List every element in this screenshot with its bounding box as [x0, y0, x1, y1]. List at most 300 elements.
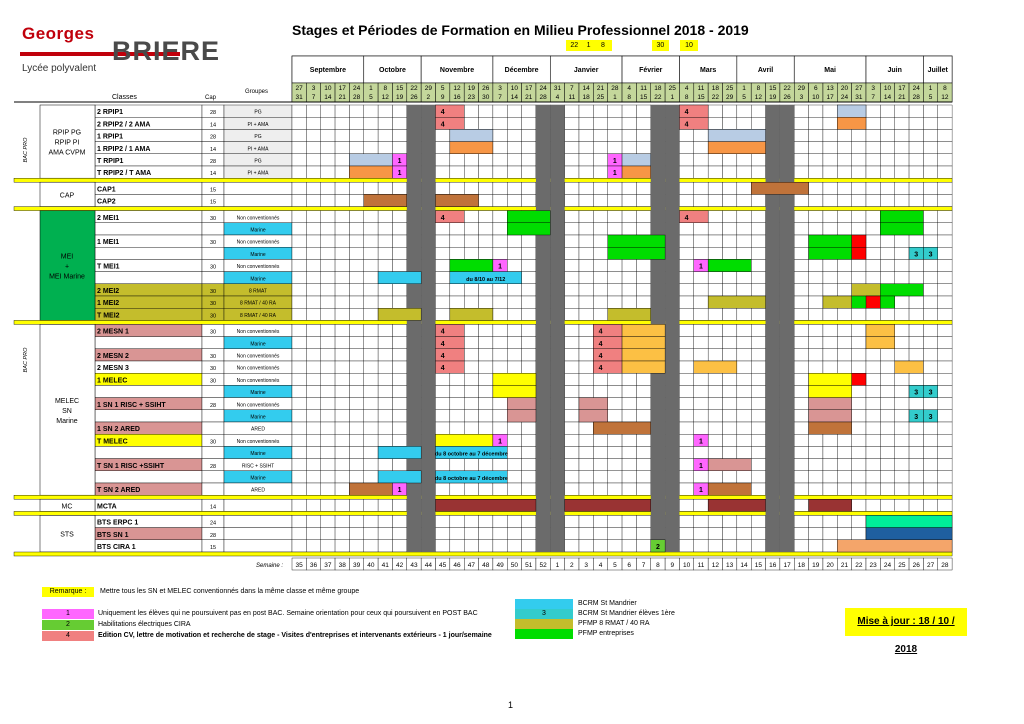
header-groupes: Groupes [245, 89, 269, 95]
bar-label: 1 [397, 487, 402, 495]
grid-cell [378, 223, 392, 235]
grid-cell [723, 235, 737, 247]
grid-cell [880, 247, 894, 259]
grid-cell [450, 223, 464, 235]
grid-cell [708, 211, 722, 223]
day-top: 17 [525, 85, 533, 92]
grid-cell [593, 459, 607, 471]
grid-cell [292, 446, 306, 458]
grid-cell [737, 105, 751, 117]
grid-cell [737, 284, 751, 296]
grid-cell [593, 154, 607, 166]
grid-cell [751, 272, 765, 284]
grid-cell [679, 154, 693, 166]
grid-cell [321, 117, 335, 129]
grid-cell [321, 223, 335, 235]
group-label: 8 RMAT / 40 RA [240, 312, 276, 319]
week-number: 19 [812, 562, 820, 569]
day-top: 22 [783, 85, 791, 92]
grid-cell [493, 142, 507, 154]
header-classes: Classes [112, 94, 137, 101]
day-top: 15 [769, 85, 777, 92]
grid-cell [522, 272, 536, 284]
grid-cell [292, 284, 306, 296]
group-label: 8 RMAT [249, 288, 267, 295]
grid-cell [378, 247, 392, 259]
day-bottom: 15 [697, 94, 705, 101]
grid-cell [479, 398, 493, 410]
grid-cell [507, 540, 521, 552]
grid-cell [493, 398, 507, 410]
cap-cell [202, 385, 224, 397]
grid-cell [436, 235, 450, 247]
grid-cell [895, 105, 909, 117]
grid-cell [622, 129, 636, 141]
grid-cell [321, 515, 335, 527]
grid-cell [436, 422, 450, 434]
grid-cell [694, 142, 708, 154]
grid-cell [306, 446, 320, 458]
grid-cell [349, 434, 363, 446]
grid-cell [694, 247, 708, 259]
grid-cell [895, 471, 909, 483]
grid-cell [593, 117, 607, 129]
schedule-bar [852, 373, 866, 385]
grid-cell [794, 211, 808, 223]
grid-cell [923, 194, 937, 206]
grid-cell [608, 211, 622, 223]
grid-cell [378, 117, 392, 129]
grid-cell [507, 446, 521, 458]
top-number: 10 [680, 40, 697, 51]
grid-cell [923, 308, 937, 320]
grid-cell [321, 422, 335, 434]
class-label: MCTA [97, 503, 117, 511]
week-number: 25 [898, 562, 906, 569]
grid-cell [579, 540, 593, 552]
grid-cell [335, 259, 349, 271]
grid-cell [321, 385, 335, 397]
cap-value: 28 [209, 134, 217, 141]
grid-cell [880, 385, 894, 397]
grid-cell [479, 373, 493, 385]
week-number: 21 [840, 562, 849, 569]
grid-cell [565, 515, 579, 527]
grid-cell [794, 105, 808, 117]
cap-cell [202, 337, 224, 349]
schedule-bar [809, 499, 852, 511]
grid-cell [938, 272, 952, 284]
grid-cell [493, 284, 507, 296]
grid-cell [392, 515, 406, 527]
grid-cell [737, 349, 751, 361]
grid-cell [737, 337, 751, 349]
class-label: 1 MELEC [97, 377, 128, 385]
grid-cell [923, 235, 937, 247]
grid-cell [565, 528, 579, 540]
grid-cell [464, 349, 478, 361]
grid-cell [823, 259, 837, 271]
grid-cell [436, 459, 450, 471]
class-cell [95, 337, 202, 349]
grid-cell [636, 434, 650, 446]
grid-cell [622, 483, 636, 495]
schedule-bar [809, 373, 852, 385]
grid-cell [794, 398, 808, 410]
grid-cell [579, 349, 593, 361]
grid-cell [306, 349, 320, 361]
page-number: 1 [508, 700, 514, 710]
grid-cell [392, 324, 406, 336]
grid-cell [349, 129, 363, 141]
day-top: 17 [898, 85, 906, 92]
grid-cell [321, 154, 335, 166]
grid-cell [335, 410, 349, 422]
schedule-bar [493, 385, 536, 397]
grid-cell [364, 105, 378, 117]
legend-swatch: 3 [515, 609, 573, 619]
grid-cell [292, 540, 306, 552]
grid-cell [923, 259, 937, 271]
grid-cell [565, 272, 579, 284]
month-label: Décembre [504, 67, 539, 74]
grid-cell [622, 194, 636, 206]
grid-cell [392, 142, 406, 154]
grid-cell [837, 142, 851, 154]
grid-cell [866, 434, 880, 446]
grid-cell [751, 459, 765, 471]
section-separator [14, 552, 952, 556]
schedule-bar [708, 142, 765, 154]
grid-cell [880, 105, 894, 117]
grid-cell [306, 182, 320, 194]
grid-cell [608, 446, 622, 458]
week-number: 45 [439, 562, 447, 569]
schedule-bar [823, 296, 852, 308]
grid-cell [923, 349, 937, 361]
grid-cell [321, 398, 335, 410]
grid-cell [880, 459, 894, 471]
grid-cell [895, 459, 909, 471]
grid-cell [852, 223, 866, 235]
day-top: 13 [826, 85, 834, 92]
bar-label: 1 [699, 487, 703, 495]
grid-cell [579, 284, 593, 296]
section-side-label: Marine [56, 417, 78, 425]
class-label: T SN 1 RISC +SSIHT [97, 462, 165, 470]
month-label: Juin [887, 67, 902, 74]
cap-value: 30 [209, 313, 217, 320]
grid-cell [349, 259, 363, 271]
grid-cell [895, 272, 909, 284]
bar-label: 4 [440, 328, 445, 336]
grid-cell [392, 373, 406, 385]
grid-cell [579, 373, 593, 385]
grid-cell [938, 349, 952, 361]
grid-cell [809, 284, 823, 296]
grid-cell [823, 284, 837, 296]
grid-cell [909, 105, 923, 117]
grid-cell [895, 182, 909, 194]
schedule-bar [507, 211, 550, 223]
day-top: 25 [726, 85, 734, 92]
grid-cell [464, 515, 478, 527]
grid-cell [593, 296, 607, 308]
grid-cell [392, 337, 406, 349]
grid-cell [507, 515, 521, 527]
grid-cell [335, 142, 349, 154]
grid-cell [507, 349, 521, 361]
grid-cell [349, 515, 363, 527]
grid-cell [866, 211, 880, 223]
grid-cell [837, 349, 851, 361]
bar-label: 4 [440, 365, 445, 373]
schedule-bar [622, 324, 665, 336]
week-number: 17 [783, 562, 791, 569]
grid-cell [364, 422, 378, 434]
grid-cell [895, 410, 909, 422]
group-label: Non conventionnés [236, 402, 280, 409]
grid-cell [436, 540, 450, 552]
grid-cell [694, 528, 708, 540]
grid-cell [938, 398, 952, 410]
grid-cell [479, 194, 493, 206]
grid-cell [335, 373, 349, 385]
week-number: 50 [510, 562, 519, 569]
grid-cell [794, 349, 808, 361]
grid-cell [923, 154, 937, 166]
grid-cell [593, 129, 607, 141]
grid-cell [880, 308, 894, 320]
grid-cell [507, 247, 521, 259]
grid-cell [464, 540, 478, 552]
grid-cell [909, 142, 923, 154]
grid-cell [679, 223, 693, 235]
grid-cell [306, 459, 320, 471]
grid-cell [694, 194, 708, 206]
grid-cell [349, 284, 363, 296]
grid-cell [823, 105, 837, 117]
grid-cell [852, 337, 866, 349]
grid-cell [522, 129, 536, 141]
grid-cell [895, 324, 909, 336]
grid-cell [880, 272, 894, 284]
grid-cell [794, 373, 808, 385]
cap-value: 28 [209, 532, 217, 539]
grid-cell [464, 373, 478, 385]
schedule-bar [866, 528, 952, 540]
grid-cell [809, 540, 823, 552]
grid-cell [852, 385, 866, 397]
grid-cell [479, 296, 493, 308]
legend-text: BCRM St Mandrier élèves 1ère [578, 610, 675, 617]
grid-cell [679, 483, 693, 495]
grid-cell [335, 296, 349, 308]
grid-cell [292, 194, 306, 206]
schedule-bar [507, 398, 536, 410]
grid-cell [349, 211, 363, 223]
week-number: 51 [525, 562, 533, 569]
grid-cell [579, 422, 593, 434]
grid-cell [909, 422, 923, 434]
grid-cell [579, 154, 593, 166]
day-top: 4 [684, 85, 689, 92]
grid-cell [335, 211, 349, 223]
grid-cell [895, 259, 909, 271]
grid-cell [923, 105, 937, 117]
grid-cell [565, 324, 579, 336]
grid-cell [292, 296, 306, 308]
schedule-bar [579, 398, 608, 410]
grid-cell [737, 324, 751, 336]
week-number: 2 [570, 562, 574, 569]
cap-value: 14 [209, 171, 217, 178]
grid-cell [751, 434, 765, 446]
month-label: Juillet [927, 67, 948, 74]
grid-cell [335, 105, 349, 117]
group-label: Marine [250, 451, 266, 458]
grid-cell [335, 154, 349, 166]
grid-cell [493, 166, 507, 178]
grid-cell [809, 434, 823, 446]
top-number: 8 [594, 40, 611, 51]
grid-cell [823, 166, 837, 178]
grid-cell [737, 385, 751, 397]
grid-cell [364, 223, 378, 235]
grid-cell [737, 182, 751, 194]
grid-cell [321, 142, 335, 154]
grid-cell [392, 410, 406, 422]
grid-cell [636, 211, 650, 223]
grid-cell [694, 471, 708, 483]
grid-cell [895, 194, 909, 206]
day-top: 3 [498, 85, 502, 92]
grid-cell [593, 259, 607, 271]
grid-cell [306, 211, 320, 223]
grid-cell [349, 410, 363, 422]
grid-cell [378, 349, 392, 361]
grid-cell [636, 129, 650, 141]
grid-cell [694, 308, 708, 320]
day-bottom: 23 [467, 94, 475, 101]
month-label: Mars [699, 67, 717, 74]
grid-cell [909, 117, 923, 129]
grid-cell [464, 105, 478, 117]
week-number: 13 [726, 562, 734, 569]
grid-cell [436, 166, 450, 178]
grid-cell [622, 528, 636, 540]
schedule-bar [809, 398, 852, 410]
grid-cell [909, 337, 923, 349]
grid-cell [679, 235, 693, 247]
top-number: 22 [566, 40, 583, 51]
grid-cell [895, 117, 909, 129]
grid-cell [378, 284, 392, 296]
day-top: 12 [453, 85, 461, 92]
grid-cell [622, 434, 636, 446]
grid-cell [306, 105, 320, 117]
week-number: 10 [683, 562, 691, 569]
grid-cell [909, 166, 923, 178]
grid-cell [364, 410, 378, 422]
class-label: T RPIP2 / T AMA [97, 170, 152, 178]
schedule-bar [378, 471, 421, 483]
grid-cell [335, 247, 349, 259]
section-separator [14, 178, 952, 182]
grid-cell [909, 235, 923, 247]
grid-cell [938, 284, 952, 296]
grid-cell [479, 235, 493, 247]
cap-value: 30 [209, 240, 217, 247]
grid-cell [321, 272, 335, 284]
day-bottom: 10 [812, 94, 820, 101]
grid-cell [493, 154, 507, 166]
grid-cell [751, 284, 765, 296]
grid-cell [364, 296, 378, 308]
grid-cell [378, 296, 392, 308]
day-top: 8 [756, 85, 761, 92]
day-bottom: 28 [352, 94, 361, 101]
grid-cell [364, 398, 378, 410]
bar-label: du 8/10 au 7/12 [466, 276, 506, 283]
grid-cell [708, 117, 722, 129]
grid-cell [866, 129, 880, 141]
grid-cell [622, 385, 636, 397]
grid-cell [321, 247, 335, 259]
day-bottom: 7 [498, 94, 502, 101]
grid-cell [852, 259, 866, 271]
legend-swatch [515, 599, 573, 609]
legend-text: BCRM St Mandrier [578, 600, 637, 607]
day-bottom: 1 [670, 94, 675, 101]
grid-cell [895, 434, 909, 446]
grid-cell [593, 105, 607, 117]
grid-cell [579, 471, 593, 483]
grid-cell [852, 499, 866, 511]
top-number: 30 [652, 40, 669, 51]
grid-cell [306, 528, 320, 540]
grid-cell [794, 166, 808, 178]
grid-cell [636, 373, 650, 385]
grid-cell [794, 247, 808, 259]
grid-cell [335, 337, 349, 349]
schedule-bar [608, 247, 665, 259]
schedule-bar [622, 361, 665, 373]
grid-cell [450, 247, 464, 259]
grid-cell [565, 154, 579, 166]
grid-cell [723, 471, 737, 483]
grid-cell [522, 337, 536, 349]
group-cell [224, 528, 292, 540]
grid-cell [636, 410, 650, 422]
grid-cell [809, 154, 823, 166]
schedule-bar [450, 308, 493, 320]
grid-cell [895, 483, 909, 495]
grid-cell [694, 422, 708, 434]
day-top: 29 [424, 85, 432, 92]
grid-cell [378, 422, 392, 434]
day-top: 25 [668, 85, 676, 92]
schedule-bar [378, 272, 421, 284]
bar-label: 1 [699, 263, 703, 271]
grid-cell [349, 247, 363, 259]
week-number: 44 [424, 562, 432, 569]
grid-cell [837, 284, 851, 296]
grid-cell [852, 515, 866, 527]
grid-cell [306, 483, 320, 495]
grid-cell [866, 410, 880, 422]
grid-cell [608, 105, 622, 117]
